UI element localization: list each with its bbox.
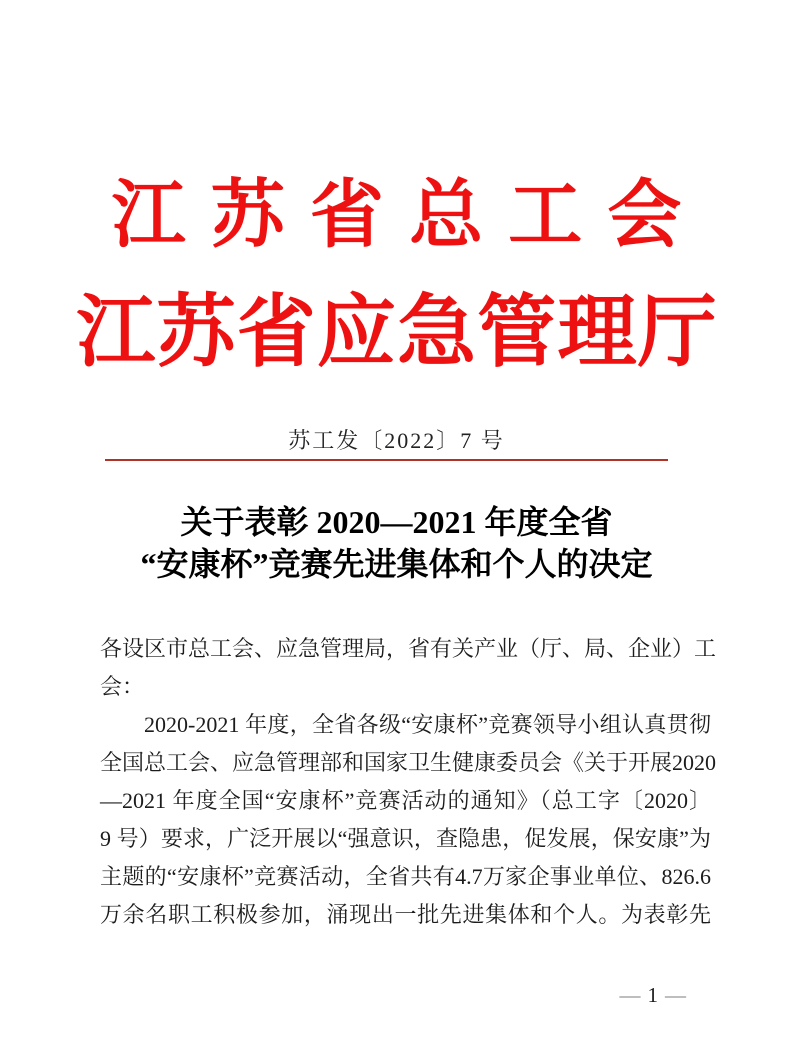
body-line: 2020-2021 年度，全省各级“安康杯”竞赛领导小组认真贯彻	[144, 712, 711, 737]
letterhead-org-2-text: 江苏省应急管理厅	[76, 290, 718, 377]
body-line: 主题的“安康杯”竞赛活动，全省共有4.7万家企事业单位、826.6	[100, 864, 711, 889]
document-title-line-1: 关于表彰 2020—2021 年度全省	[180, 504, 613, 540]
letterhead-org-2	[0, 284, 793, 404]
document-title-line-2: “安康杯”竞赛先进集体和个人的决定	[140, 546, 653, 582]
document-number: 苏工发〔2022〕7 号	[288, 428, 505, 453]
body-line: 万余名职工积极参加，涌现出一批先进集体和个人。为表彰先	[100, 902, 711, 927]
page-number-dash-left: —	[619, 983, 641, 1007]
letterhead	[0, 168, 793, 404]
page-number-dash-right: —	[665, 983, 686, 1007]
red-divider-rule	[105, 459, 668, 461]
letterhead-org-1-text: 江苏省总工会	[111, 175, 707, 257]
document-body	[100, 630, 717, 934]
page-number	[613, 983, 694, 1008]
document-title	[0, 501, 793, 585]
body-line: 9 号）要求，广泛开展以“强意识，查隐患，促发展，保安康”为	[100, 826, 711, 851]
body-line: 全国总工会、应急管理部和国家卫生健康委员会《关于开展2020	[100, 750, 717, 775]
body-line: 会：	[100, 674, 145, 699]
body-line: 各设区市总工会、应急管理局，省有关产业（厅、局、企业）工	[100, 636, 717, 661]
body-line: —2021 年度全国“安康杯”竞赛活动的通知》（总工字〔2020〕	[100, 788, 711, 813]
page-number-value: 1	[647, 983, 658, 1007]
letterhead-org-1	[0, 168, 793, 284]
